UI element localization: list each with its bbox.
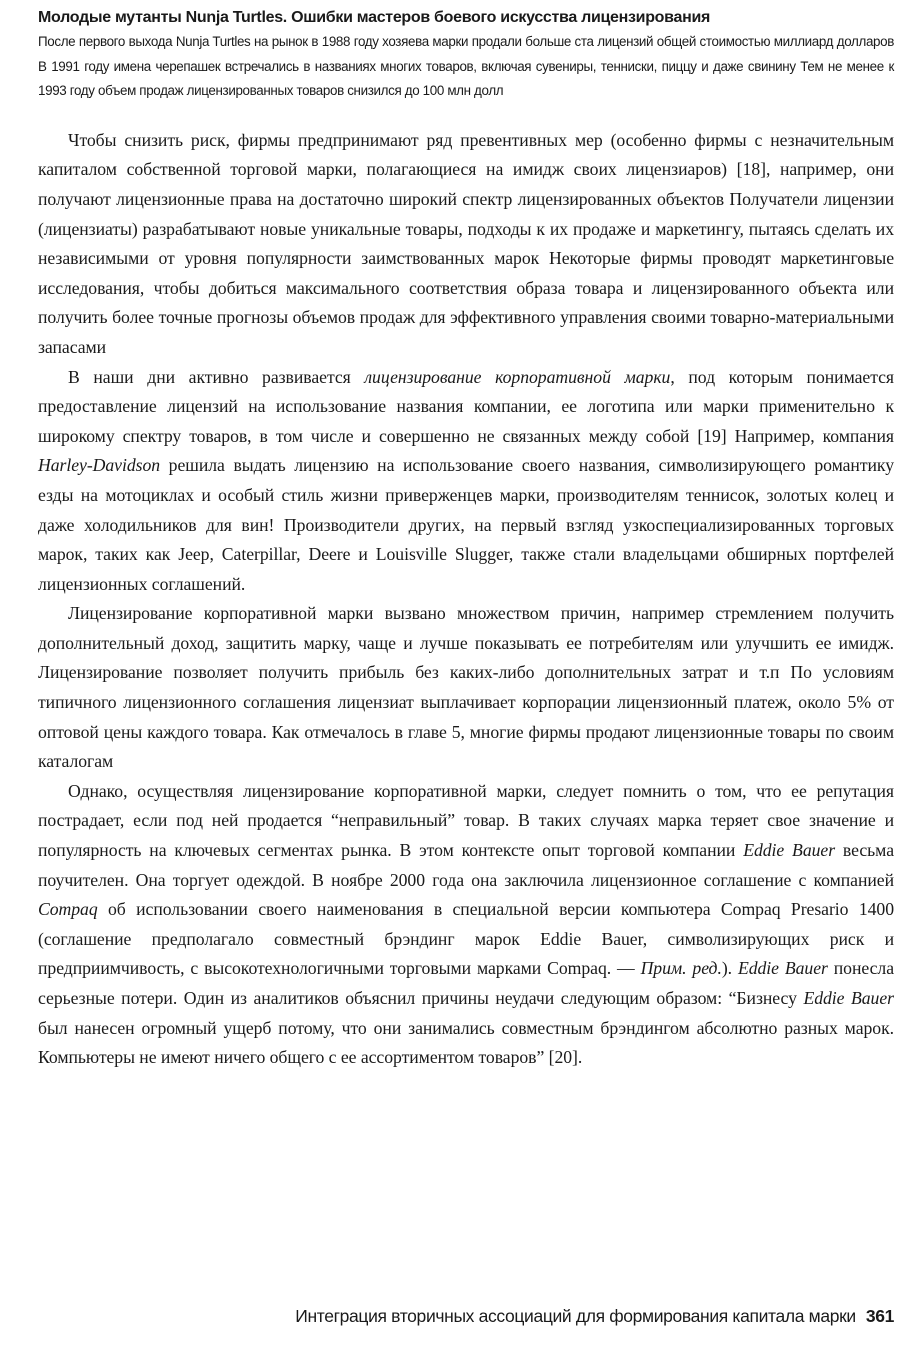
text-run: Однако, осуществляя лицензирование корпоративной марки, следует помнить о том, что ее репутация пострадает, если под ней продается “неправильный” товар. В таких случаях марка теряет свое значение и популярность на ключевых сегментах рынка. В этом контексте опыт торговой компании bbox=[38, 780, 894, 861]
running-title: Интеграция вторичных ассоциаций для формирования капитала марки bbox=[295, 1306, 856, 1326]
text-run: об использовании своего наименования в специальной версии компьютера Compaq Presario 1400 (соглашение предполагало совместный брэндинг марок Eddie Bauer, символизирующих риск и предприимчивость, с высокотехнологичными торговыми марками Compaq. — bbox=[38, 899, 894, 979]
main-text bbox=[38, 126, 894, 1073]
term-corporate-brand-licensing: лицензирование корпоративной марки bbox=[364, 366, 671, 387]
brand-name: Eddie Bauer bbox=[803, 988, 894, 1008]
paragraph-3: Лицензирование корпоративной марки вызвано множеством причин, например стремлением получить дополнительный доход, защитить марку, чаще и лучше показывать ее потребителям или улучшить ее имидж. Лицензирование позволяет получить прибыль без каких-либо дополнительных затрат и т.п По условиям типичного лицензионного соглашения лицензиат выплачивает корпорации лицензионный платеж, около 5% от оптовой цены каждого товара. Как отмечалось в главе 5, многие фирмы продают лицензионные товары по своим каталогам bbox=[38, 603, 894, 772]
text-run: В наши дни активно развивается bbox=[68, 366, 365, 387]
paragraph-2 bbox=[38, 363, 894, 600]
brand-name: Compaq bbox=[38, 899, 98, 920]
text-run: был нанесен огромный ущерб потому, что они занимались совместным брэндингом абсолютно разных марок. Компьютеры не имеют ничего общего с ее ассортиментом товаров” [20]. bbox=[38, 1017, 894, 1068]
brand-name: Eddie Bauer bbox=[737, 958, 828, 979]
page-number: 361 bbox=[865, 1306, 894, 1326]
text-run: , под которым понимается предоставление лицензий на использование названия компании, ее логотипа или марки применительно к широкому спектру товаров, в том числе и совершенно не связанных между собой [19] Например, компания bbox=[38, 366, 894, 446]
brand-name: Eddie Bauer bbox=[743, 840, 836, 861]
editor-note: Прим. ред. bbox=[640, 958, 722, 979]
sidebar-text: После первого выхода Nunja Turtles на рынок в 1988 году хозяева марки продали больше ста лицензий общей стоимостью миллиард долларов В 1991 году имена черепашек встречались в названиях многих товаров, включая сувениры, тенниски, пиццу и даже свинину Тем не менее к 1993 году объем продаж лицензированных товаров снизился до 100 млн долл bbox=[38, 34, 894, 99]
text-run: ). bbox=[721, 958, 738, 979]
sidebar-title: Молодые мутанты Nunja Turtles. Ошибки мастеров боевого искусства лицензирования bbox=[38, 9, 711, 26]
text-run: понесла серьезные потери. Один из аналитиков объяснил причины неудачи следующим образом: “Бизнесу bbox=[38, 958, 894, 1008]
brand-name: Harley-Davidson bbox=[38, 455, 161, 476]
paragraph-1: Чтобы снизить риск, фирмы предпринимают ряд превентивных мер (особенно фирмы с незначительным капиталом собственной торговой марки, полагающиеся на имидж своих лицензиаров) [18], например, они получают лицензионные права на достаточно широкий спектр лицензированных объектов Получатели лицензии (лицензиаты) разрабатывают новые уникальные товары, подходы к их продаже и маркетингу, пытаясь сделать их независимыми от уровня популярности заимствованных марок Некоторые фирмы проводят маркетинговые исследования, чтобы добиться максимального соответствия образа товара и лицензированного объекта или получить более точные прогнозы объемов продаж для эффективного управления своими товарно-материальными запасами bbox=[38, 129, 894, 357]
paragraph-4 bbox=[38, 777, 894, 1073]
sidebar-box bbox=[38, 6, 894, 104]
text-run: весьма поучителен. Она торгует одеждой. В ноябре 2000 года она заключила лицензионное соглашение с компанией bbox=[38, 840, 894, 890]
page-footer bbox=[0, 1306, 894, 1327]
text-run: решила выдать лицензию на использование своего названия, символизирующего романтику езды на мотоциклах и особый стиль жизни приверженцев марки, производителям теннисок, золотых колец и даже холодильников для вин! Производители других, на первый взгляд узкоспециализированных торговых марок, таких как Jeep, Caterpillar, Deere и Louisville Slugger, также стали владельцами обширных портфелей лицензионных соглашений. bbox=[38, 455, 894, 594]
